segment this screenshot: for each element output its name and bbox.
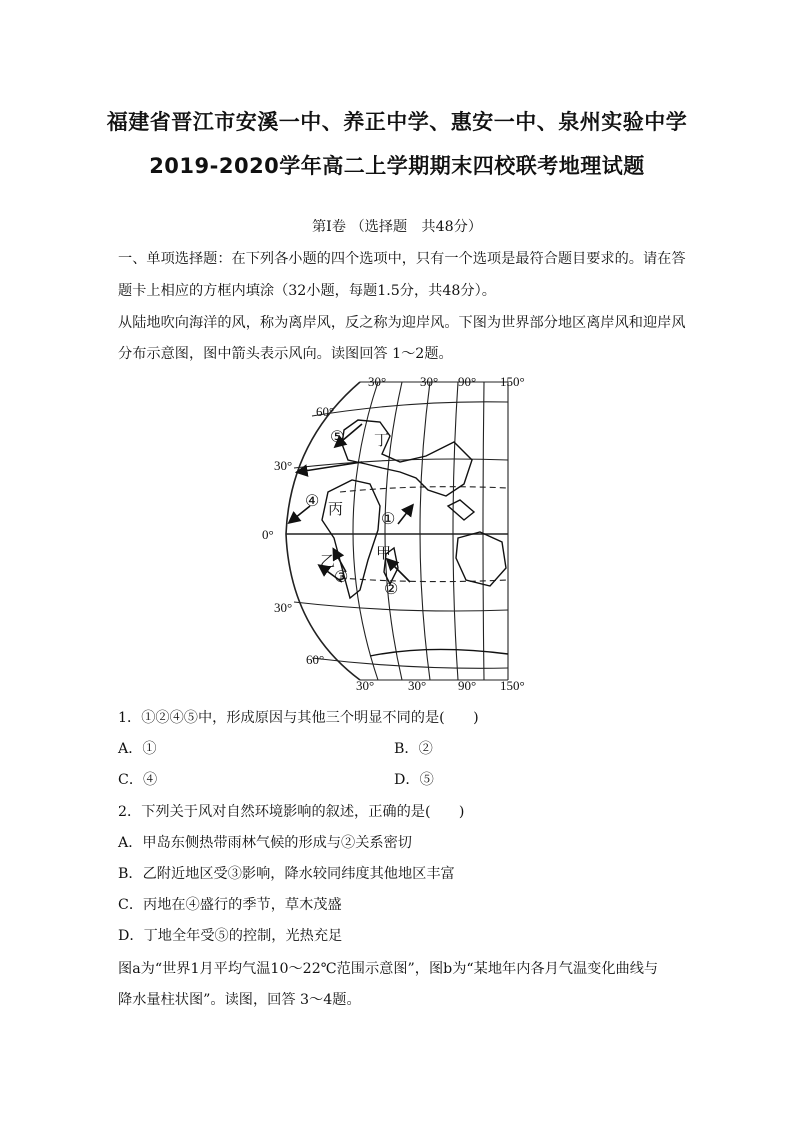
map-top-label: 30° <box>368 374 387 389</box>
antarctica-outline <box>370 649 508 656</box>
parallel-30n <box>294 459 508 468</box>
q1-option-a: A．① <box>118 741 157 757</box>
instruction-line-1: 一、单项选择题：在下列各小题的四个选项中，只有一个选项是最符合题目要求的。请在答 <box>118 251 686 267</box>
map-top-label: 90° <box>458 374 477 389</box>
q1-option-b: B．② <box>394 741 433 757</box>
section-heading: 第Ⅰ卷 （选择题 共48分） <box>311 219 483 235</box>
wind-arrow-2 <box>388 560 410 582</box>
map-bottom-label: 150° <box>500 678 525 693</box>
figure-intro-line-2: 降水量柱状图”。读图，回答 3～4题。 <box>118 992 361 1008</box>
title-line-2: 2019-2020学年高二上学期期末四校联考地理试题 <box>149 154 645 178</box>
map-bottom-label: 90° <box>458 678 477 693</box>
q1-option-d: D．⑤ <box>394 772 434 788</box>
meridian <box>420 382 430 680</box>
q2-option-b: B．乙附近地区受③影响，降水较同纬度其他地区丰富 <box>118 866 455 882</box>
australia-outline <box>456 532 506 586</box>
q2-option-c: C．丙地在④盛行的季节，草木茂盛 <box>118 897 342 913</box>
meridian <box>353 382 378 680</box>
label-circle-1: ① <box>381 511 396 528</box>
figure-intro-line-1: 图a为“世界1月平均气温10～22℃范围示意图”，图b为“某地年内各月气温变化曲线与 <box>118 961 659 977</box>
label-circle-5: ⑤ <box>330 429 345 446</box>
parallel-60n <box>312 402 508 416</box>
map-left-label: 60° <box>306 652 325 667</box>
meridian <box>385 382 402 680</box>
wind-arrow-1 <box>398 506 412 524</box>
title-line-1: 福建省晋江市安溪一中、养正中学、惠安一中、泉州实验中学 <box>106 110 688 134</box>
label-circle-4: ④ <box>305 493 320 510</box>
islands-outline <box>448 500 474 520</box>
label-ding: 丁 <box>374 433 390 449</box>
intro-line-1: 从陆地吹向海洋的风，称为离岸风，反之称为迎岸风。下图为世界部分地区离岸风和迎岸风 <box>118 315 686 331</box>
map-left-label: 30° <box>274 458 293 473</box>
q2-option-a: A．甲岛东侧热带雨林气候的形成与②关系密切 <box>118 835 412 851</box>
map-left-label: 0° <box>262 527 274 542</box>
meridian <box>453 382 458 680</box>
label-circle-3: ③ <box>334 569 349 586</box>
question-2-stem: 2．下列关于风对自然环境影响的叙述，正确的是( ) <box>118 804 465 820</box>
map-left-label: 30° <box>274 600 293 615</box>
map-top-label: 150° <box>500 374 525 389</box>
instruction-line-2: 题卡上相应的方框内填涂（32小题，每题1.5分，共48分）。 <box>118 283 496 299</box>
map-bottom-label: 30° <box>356 678 375 693</box>
wind-distribution-map <box>250 372 550 694</box>
question-1-stem: 1．①②④⑤中，形成原因与其他三个明显不同的是( ) <box>118 710 479 726</box>
map-top-label: 30° <box>420 374 439 389</box>
map-bottom-label: 30° <box>408 678 427 693</box>
map-left-label: 60° <box>316 404 335 419</box>
label-yi: 乙 <box>320 554 336 570</box>
intro-line-2: 分布示意图，图中箭头表示风向。读图回答 1～2题。 <box>118 346 453 362</box>
label-jia: 甲 <box>376 546 392 562</box>
label-bing: 丙 <box>328 502 344 518</box>
q1-option-c: C．④ <box>118 772 158 788</box>
label-circle-2: ② <box>384 581 399 598</box>
eurasia-outline <box>342 420 472 496</box>
q2-option-d: D．丁地全年受⑤的控制，光热充足 <box>118 928 343 944</box>
meridian <box>483 382 484 680</box>
parallel-30s <box>294 602 508 611</box>
parallel-60s <box>312 658 508 668</box>
